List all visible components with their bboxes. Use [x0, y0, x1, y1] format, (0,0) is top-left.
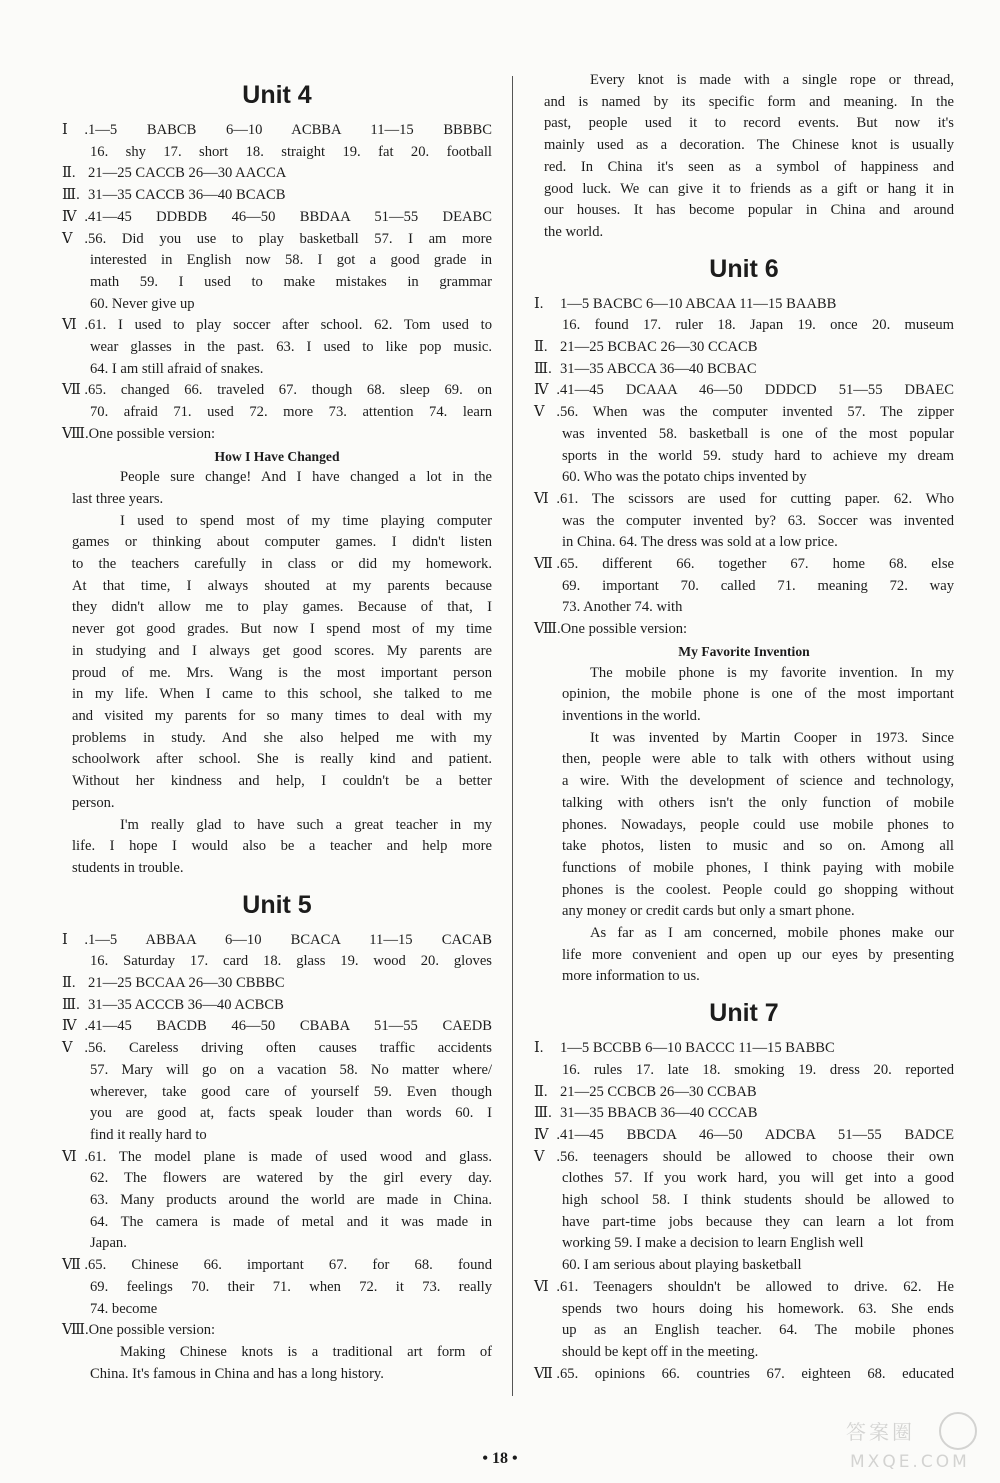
essay-line: more information to us.: [562, 968, 700, 985]
watermark-ring: [940, 1413, 976, 1449]
essay-line: they didn't allow me to play games. Because of that, I: [72, 599, 492, 616]
u5-section-2: Ⅱ. 21—25 BCCAA 26—30 CBBBC: [62, 975, 285, 992]
unit-4-title: Unit 4: [242, 81, 312, 109]
essay-line: then, people were able to talk with others without using: [562, 751, 954, 768]
u7-section-5-line: working 59. I make a decision to learn English well: [562, 1235, 864, 1252]
left-column: [62, 70, 492, 1385]
u4-section-1: Ⅰ.1—5 BABCB 6—10 ACBBA 11—15 BBBBC: [62, 122, 492, 138]
u4-section-6: Ⅵ.61. I used to play soccer after school. 62. Tom used to: [62, 317, 492, 334]
u6-section-1: Ⅰ. 1—5 BACBC 6—10 ABCAA 11—15 BAABB: [534, 295, 837, 312]
essay-line: People sure change! And I have changed a lot in the: [120, 469, 492, 486]
essay-line: phones is the coolest. People could go shopping without: [562, 881, 954, 898]
u4-section-5: Ⅴ.56. Did you use to play basketball 57. I am more: [62, 230, 492, 247]
u5-section-5-line: 57. Mary will go on a vacation 58. No matter where/: [90, 1061, 492, 1078]
u6-section-8: Ⅷ.One possible version:: [534, 621, 688, 638]
essay-line: It was invented by Martin Cooper in 1973. Since: [590, 729, 954, 746]
u5-section-5-line: find it really hard to: [90, 1126, 207, 1143]
essay-line: problems in study. And she also helped me with my: [72, 729, 492, 746]
essay-line: Making Chinese knots is a traditional art form of: [120, 1343, 492, 1360]
u6-section-3: Ⅲ. 31—35 ABCCA 36—40 BCBAC: [534, 360, 757, 377]
essay-line: I'm really glad to have such a great teacher in my: [120, 816, 492, 833]
right-column: [534, 70, 954, 1385]
u5-section-6-line: 63. Many products around the world are made in China.: [90, 1192, 492, 1209]
essay-line: At that time, I always shouted at my parents because: [72, 577, 492, 594]
u5-section-3: Ⅲ. 31—35 ACCCB 36—40 ACBCB: [62, 996, 284, 1013]
u7-section-5: Ⅴ.56. teenagers should be allowed to choose their own: [534, 1148, 954, 1165]
unit-5-title: Unit 5: [242, 890, 312, 919]
essay-line: to the teachers carefully in class or did my homework.: [72, 556, 492, 573]
essay-line: opinion, the mobile phone is one of the most important: [562, 686, 954, 703]
essay-line: in my life. When I came to this school, she talked to me: [72, 686, 492, 703]
u7-section-6-line: spends two hours doing his homework. 63. She ends: [562, 1300, 954, 1317]
u5-section-6-line: Japan.: [90, 1235, 127, 1252]
essay-line: any money or credit cards but only a smart phone.: [562, 903, 855, 920]
watermark-url: MXQE.COM: [850, 1452, 970, 1472]
page-number: • 18 •: [482, 1450, 518, 1467]
u5-section-6: Ⅵ.61. The model plane is made of used wood and glass.: [62, 1148, 492, 1165]
u4-section-5-line: 60. Never give up: [90, 295, 195, 312]
essay-line: and is named by its specific form and meaning. In the: [544, 93, 954, 110]
u4-section-5-line: math 59. I used to make mistakes in grammar: [90, 273, 492, 290]
u7-section-5-line: high school 58. I think students should be allowed to: [562, 1192, 954, 1209]
u4-section-7-line: 70. afraid 71. used 72. more 73. attention 74. learn: [90, 404, 492, 421]
unit-6-title: Unit 6: [709, 254, 779, 283]
u6-section-6-line: in China. 64. The dress was sold at a low price.: [562, 534, 838, 551]
u6-essay-title: My Favorite Invention: [678, 643, 810, 659]
u6-section-7: Ⅶ.65. different 66. together 67. home 68. else: [534, 556, 954, 573]
u5-section-1: Ⅰ.1—5 ABBAA 6—10 BCACA 11—15 CACAB: [62, 931, 492, 948]
essay-line: proud of me. Mrs. Wang is the most important person: [72, 664, 492, 681]
essay-line: take photos, listen to music and so on. Among all: [562, 838, 954, 855]
u5-section-8: Ⅷ.One possible version:: [62, 1322, 216, 1339]
essay-line: functions of mobile phones, I think paying with mobile: [562, 859, 954, 876]
u4-section-8: Ⅷ.One possible version:: [62, 425, 216, 442]
essay-line: last three years.: [72, 490, 164, 507]
watermark-text: 答案圈: [846, 1420, 915, 1444]
u4-section-1-fill: 16. shy 17. short 18. straight 19. fat 20. football: [90, 143, 492, 160]
essay-line: in studying and I always get good scores. My parents are: [72, 642, 492, 659]
essay-line: phones. Nowadays, people could use mobile phones to: [562, 816, 954, 833]
essay-line: students in trouble.: [72, 859, 184, 876]
essay-line: games or thinking about computer games. I didn't listen: [72, 534, 492, 551]
u5-section-7-line: 69. feelings 70. their 71. when 72. it 73. really: [90, 1278, 492, 1295]
essay-line: mainly used as a decoration. The Chinese knot is usually: [544, 137, 954, 154]
essay-line: a wire. With the development of science and technology,: [562, 773, 954, 790]
u4-section-3: Ⅲ. 31—35 CACCB 36—40 BCACB: [62, 187, 286, 204]
u4-section-6-line: 64. I am still afraid of snakes.: [90, 360, 264, 377]
u4-section-7: Ⅶ.65. changed 66. traveled 67. though 68. sleep 69. on: [62, 382, 492, 399]
u7-section-1-fill: 16. rules 17. late 18. smoking 19. dress 20. reported: [562, 1061, 954, 1078]
essay-line: never got good grades. But now I spend most of my time: [72, 621, 492, 638]
u7-section-1: Ⅰ. 1—5 BCCBB 6—10 BACCC 11—15 BABBC: [534, 1040, 835, 1057]
u5-section-7: Ⅶ.65. Chinese 66. important 67. for 68. found: [62, 1257, 492, 1274]
essay-line: talking with others isn't the only function of mobile: [562, 794, 954, 811]
u6-section-7-line: 69. important 70. called 71. meaning 72. way: [562, 577, 954, 594]
essay-line: past, people used it to record events. But now it's: [544, 115, 954, 132]
u7-section-2: Ⅱ. 21—25 CCBCB 26—30 CCBAB: [534, 1083, 757, 1100]
essay-line: The mobile phone is my favorite invention. In my: [590, 664, 954, 681]
essay-line: inventions in the world.: [562, 707, 701, 724]
u5-section-5: Ⅴ.56. Careless driving often causes traffic accidents: [62, 1040, 492, 1057]
essay-line: person.: [72, 794, 115, 811]
unit-7-title: Unit 7: [709, 999, 779, 1028]
u6-section-6-line: was the computer invented by? 63. Soccer was invented: [562, 512, 954, 529]
u7-section-3: Ⅲ. 31—35 BBACB 36—40 CCCAB: [534, 1105, 758, 1122]
u5-section-5-line: you are good at, facts speak louder than words 60. I: [90, 1105, 492, 1122]
u6-section-1-fill: 16. found 17. ruler 18. Japan 19. once 20. museum: [562, 317, 954, 334]
u6-section-5-line: was invented 58. basketball is one of the most popular: [562, 425, 954, 442]
essay-line: red. In China it's seen as a symbol of happiness and: [544, 158, 954, 175]
u7-section-6: Ⅵ.61. Teenagers shouldn't be allowed to drive. 62. He: [534, 1278, 954, 1295]
u4-section-2: Ⅱ. 21—25 CACCB 26—30 AACCA: [62, 165, 287, 182]
u6-section-5-line: sports in the world 59. study hard to achieve my dream: [562, 447, 954, 464]
u7-section-6-line: up as an English teacher. 64. The mobile phones: [562, 1322, 954, 1339]
essay-line: As far as I am concerned, mobile phones make our: [590, 925, 954, 942]
u5-section-6-line: 64. The camera is made of metal and it was made in: [90, 1213, 492, 1230]
essay-line: China. It's famous in China and has a long history.: [90, 1365, 384, 1382]
u7-section-5-line: have part-time jobs because they can learn a lot from: [562, 1213, 954, 1230]
u6-section-2: Ⅱ. 21—25 BCBAC 26—30 CCACB: [534, 339, 758, 356]
essay-line: schoolwork after school. She is really kind and patient.: [72, 751, 492, 768]
u6-section-7-line: 73. Another 74. with: [562, 599, 683, 616]
u6-section-5-line: 60. Who was the potato chips invented by: [562, 469, 807, 486]
u5-section-4: Ⅳ.41—45 BACDB 46—50 CBABA 51—55 CAEDB: [62, 1018, 492, 1035]
essay-line: I used to spend most of my time playing computer: [120, 512, 492, 529]
u5-section-7-line: 74. become: [90, 1300, 158, 1317]
u4-section-5-line: interested in English now 58. I got a good grade in: [90, 252, 492, 269]
essay-line: life more convenient and open up our eyes by presenting: [562, 946, 954, 963]
u7-section-5-line: 60. I am serious about playing basketball: [562, 1257, 802, 1274]
essay-line: the world.: [544, 223, 604, 240]
essay-line: Every knot is made with a single rope or thread,: [590, 72, 954, 88]
essay-line: life. I hope I would also be a teacher and help more: [72, 838, 492, 855]
essay-line: good luck. We can give it to friends as a gift or hang it in: [544, 180, 954, 197]
u5-section-6-line: 62. The flowers are watered by the girl every day.: [90, 1170, 492, 1187]
u7-section-7: Ⅶ.65. opinions 66. countries 67. eighteen 68. educated: [534, 1365, 954, 1382]
u5-section-1-fill: 16. Saturday 17. card 18. glass 19. wood 20. gloves: [90, 953, 492, 970]
essay-line: our houses. It has become popular in China and around: [544, 202, 954, 219]
u7-section-4: Ⅳ.41—45 BBCDA 46—50 ADCBA 51—55 BADCE: [534, 1126, 954, 1143]
u6-section-4: Ⅳ.41—45 DCAAA 46—50 DDDCD 51—55 DBAEC: [534, 382, 954, 399]
u5-section-5-line: wherever, take good care of yourself 59. Even though: [90, 1083, 492, 1100]
u4-section-6-line: wear glasses in the past. 63. I used to like pop music.: [90, 339, 492, 356]
u7-section-5-line: clothes 57. If you work hard, you will get into a good: [562, 1170, 954, 1187]
u6-section-5: Ⅴ.56. When was the computer invented 57. The zipper: [534, 404, 954, 421]
u4-section-4: Ⅳ.41—45 DDBDB 46—50 BBDAA 51—55 DEABC: [62, 208, 492, 225]
u4-essay-title: How I Have Changed: [214, 448, 340, 464]
u6-section-6: Ⅵ.61. The scissors are used for cutting paper. 62. Who: [534, 490, 954, 507]
column-divider: [512, 76, 513, 1396]
essay-line: and visited my parents for so many times to deal with my: [72, 707, 492, 724]
u7-section-6-line: should be kept off in the meeting.: [562, 1343, 759, 1360]
watermark-logo: [836, 1409, 986, 1475]
essay-line: Without her kindness and help, I couldn't be a better: [72, 773, 492, 790]
